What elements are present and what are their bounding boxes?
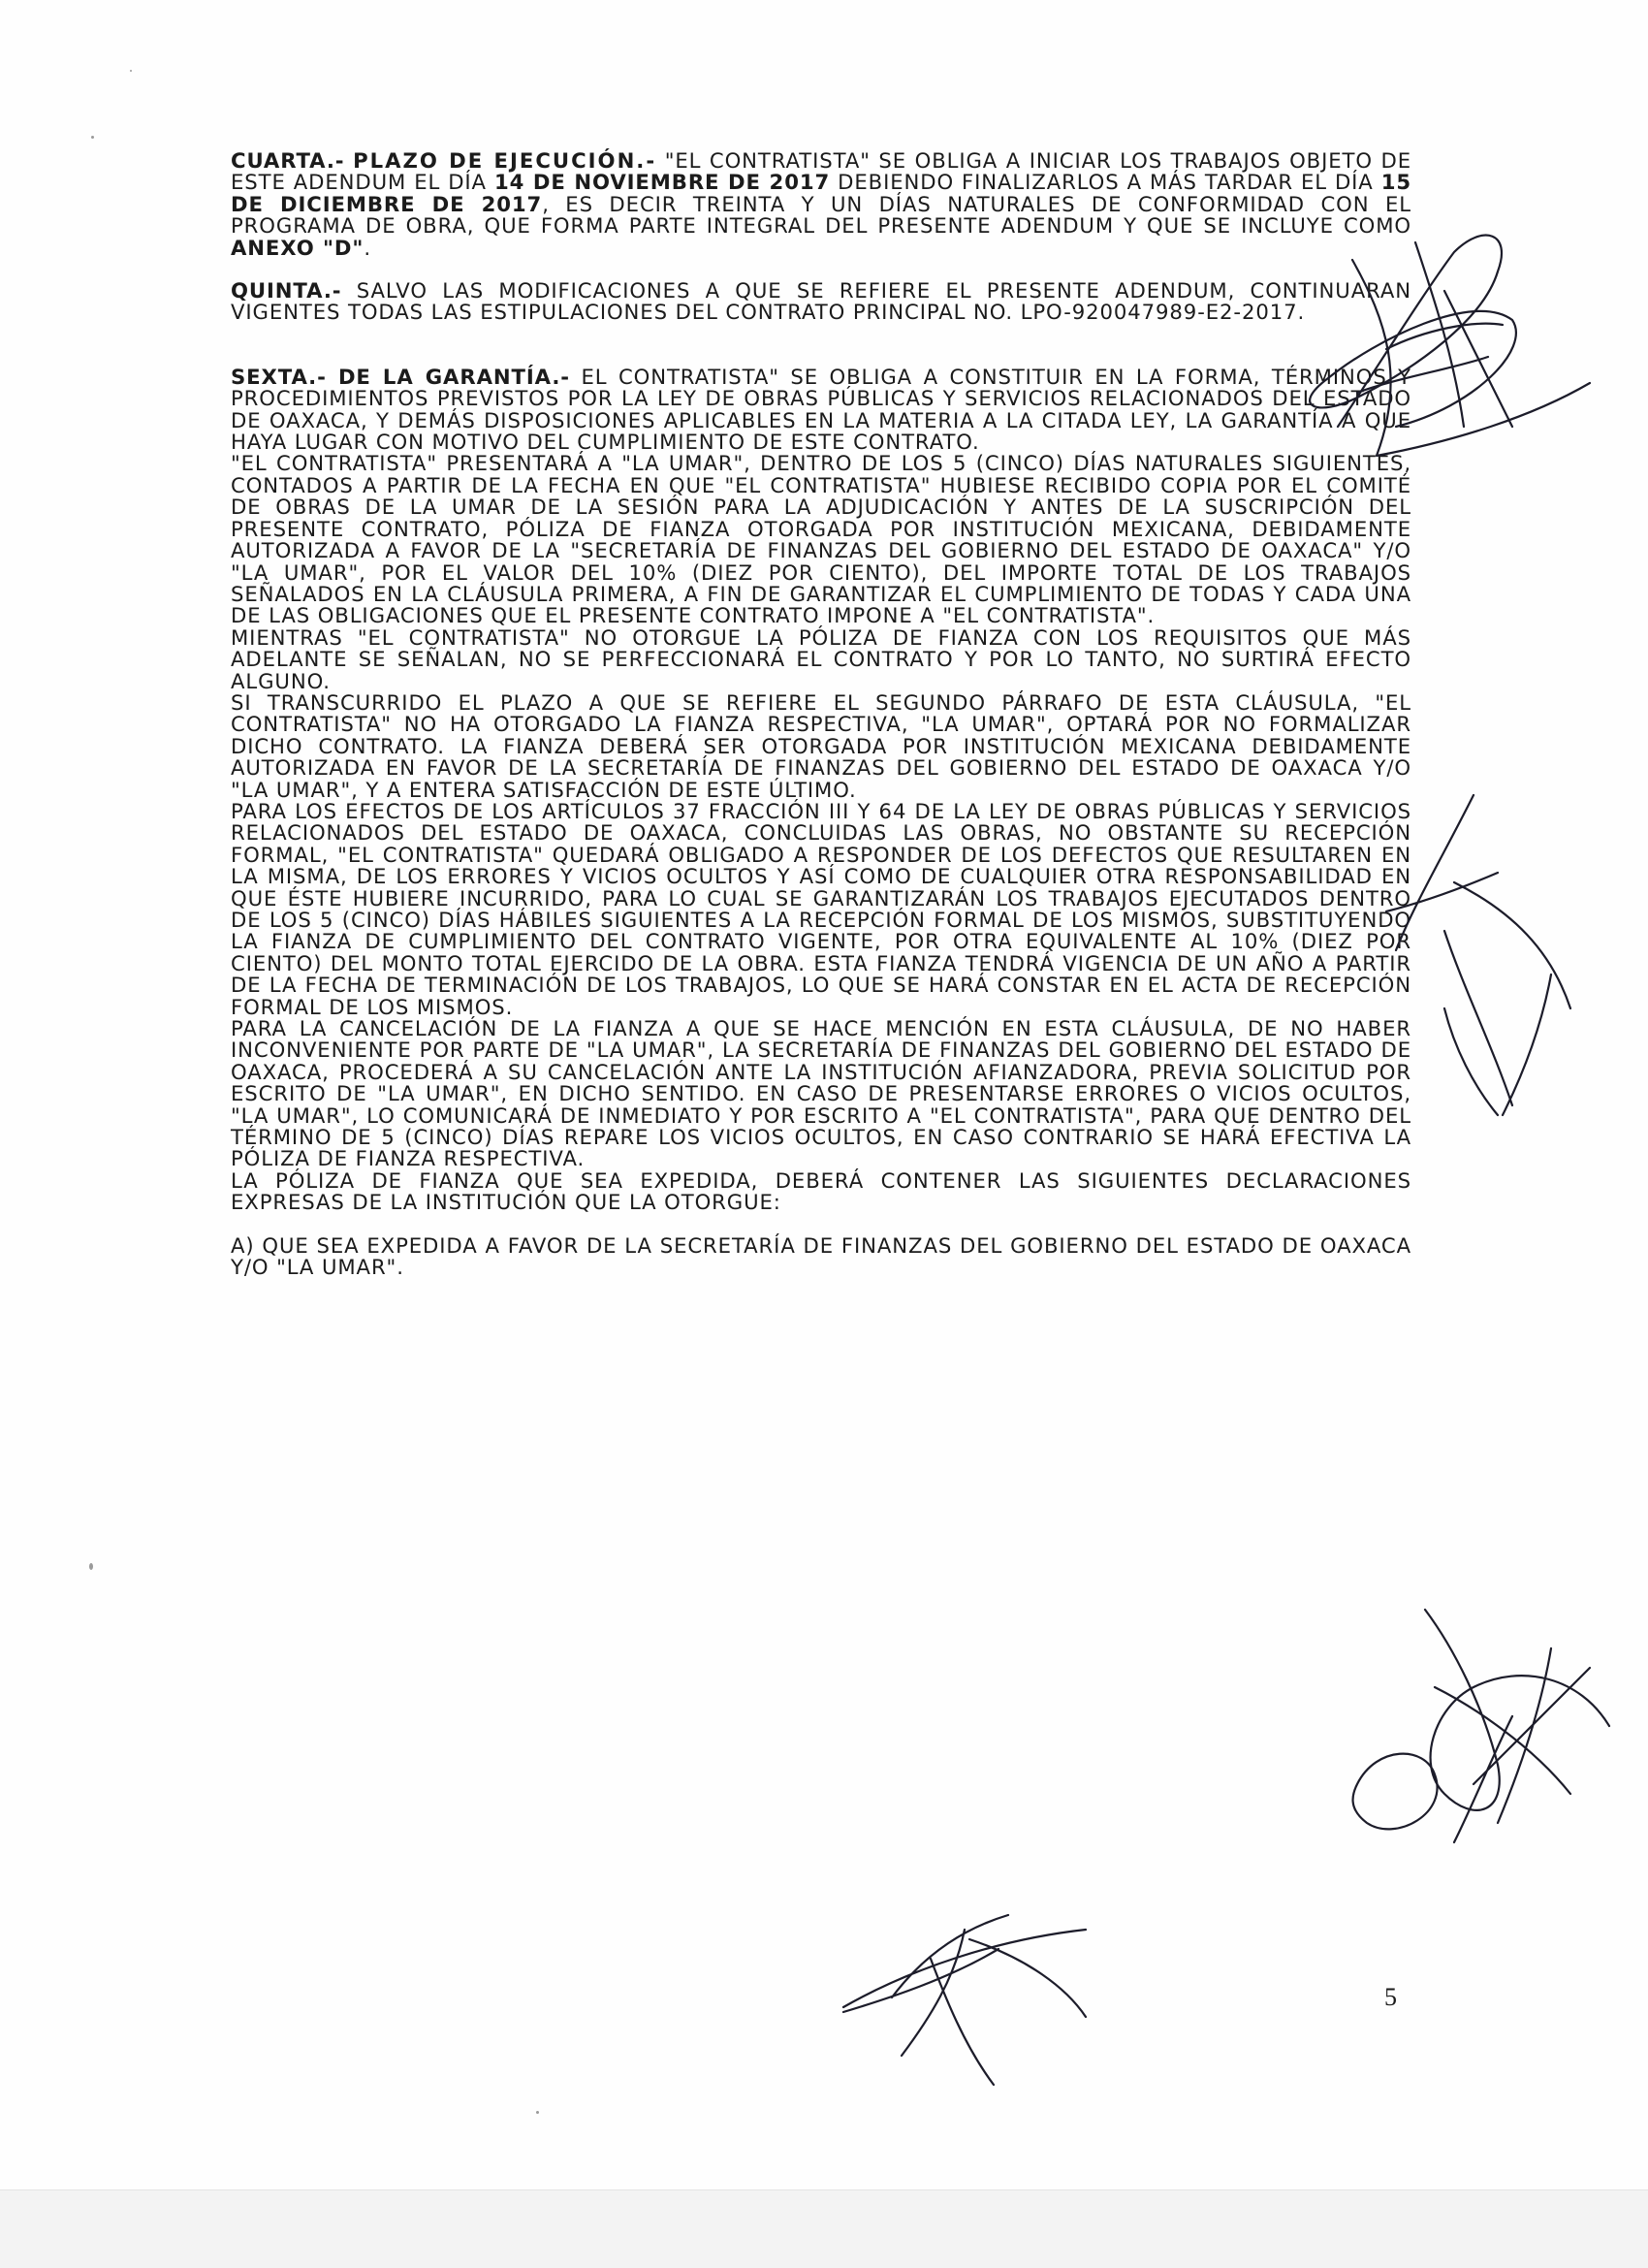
clause-cuarta-text-2: DEBIENDO FINALIZARLOS A MÁS TARDAR EL DÍA [830,170,1381,195]
clause-sexta-paragraph-6: PARA LA CANCELACIÓN DE LA FIANZA A QUE SE HACE MENCIÓN EN ESTA CLÁUSULA, DE NO HABER INCONVENIENTE POR PARTE DE "LA UMAR", LA SECRETARÍA DE FINANZAS DEL GOBIERNO DEL ESTADO DE OAXACA, PROCEDERÁ A SU CANCELACIÓN ANTE LA INSTITUCIÓN AFIANZADORA, PREVIA SOLICITUD POR ESCRITO DE "LA UMAR", EN DICHO SENTIDO. EN CASO DE PRESENTARSE ERRORES O VICIOS OCULTOS, "LA UMAR", LO COMUNICARÁ DE INMEDIATO Y POR ESCRITO A "EL CONTRATISTA", PARA QUE DENTRO DEL TÉRMINO DE 5 (CINCO) DÍAS REPARE LOS VICIOS OCULTOS, EN CASO CONTRARIO SE HARÁ EFECTIVA LA PÓLIZA DE FIANZA RESPECTIVA. [231,1016,1411,1171]
clause-cuarta-text-3: , ES DECIR TREINTA Y UN DÍAS NATURALES DE CONFORMIDAD CON EL PROGRAMA DE OBRA, QUE FORMA PARTE INTEGRAL DEL PRESENTE ADENDUM Y QUE SE INCLUYE COMO [231,191,1411,239]
clause-sexta-item-a: A) QUE SEA EXPEDIDA A FAVOR DE LA SECRETARÍA DE FINANZAS DEL GOBIERNO DEL ESTADO DE OAXACA Y/O "LA UMAR". [231,1232,1411,1280]
clause-quinta-heading: QUINTA.- [231,278,342,303]
clause-sexta-paragraph-7: LA PÓLIZA DE FIANZA QUE SEA EXPEDIDA, DEBERÁ CONTENER LAS SIGUIENTES DECLARACIONES EXPRESAS DE LA INSTITUCIÓN QUE LA OTORGUE: [231,1167,1411,1215]
clause-sexta-text-1: EL CONTRATISTA" SE OBLIGA A CONSTITUIR EN LA FORMA, TÉRMINOS Y PROCEDIMIENTOS PREVISTOS POR LA LEY DE OBRAS PÚBLICAS Y SERVICIOS RELACIONADOS DEL ESTADO DE OAXACA, Y DEMÁS DISPOSICIONES APLICABLES EN LA MATERIA A LA CITADA LEY, LA GARANTÍA A QUE HAYA LUGAR CON MOTIVO DEL CUMPLIMIENTO DE ESTE CONTRATO. [231,364,1411,455]
clause-sexta-paragraph-3: MIENTRAS "EL CONTRATISTA" NO OTORGUE LA PÓLIZA DE FIANZA CON LOS REQUISITOS QUE MÁS ADELANTE SE SEÑALAN, NO SE PERFECCIONARÁ EL CONTRATO Y POR LO TANTO, NO SURTIRÁ EFECTO ALGUNO. [231,624,1411,693]
scanner-bottom-border [0,2189,1648,2268]
scan-speck [130,70,132,72]
signature-lower [1425,1610,1609,1842]
start-date: 14 DE NOVIEMBRE DE 2017 [493,170,831,195]
clause-sexta-paragraph-4: SI TRANSCURRIDO EL PLAZO A QUE SE REFIERE EL SEGUNDO PÁRRAFO DE ESTA CLÁUSULA, "EL CONTRATISTA" NO HA OTORGADO LA FIANZA RESPECTIVA, "LA UMAR", OPTARÁ POR NO FORMALIZAR DICHO CONTRATO. LA FIANZA DEBERÁ SER OTORGADA POR INSTITUCIÓN MEXICANA DEBIDAMENTE AUTORIZADA EN FAVOR DE LA SECRETARÍA DE FINANZAS DEL GOBIERNO DEL ESTADO DE OAXACA Y/O "LA UMAR", Y A ENTERA SATISFACCIÓN DE ESTE ÚLTIMO. [231,689,1411,802]
clause-cuarta [231,150,1411,259]
end-date: 15 DE DICIEMBRE DE 2017 [231,170,1411,216]
page-number: 5 [1384,1983,1397,2011]
clause-cuarta-text-4: . [364,235,371,260]
clause-sexta-paragraph-2: "EL CONTRATISTA" PRESENTARÁ A "LA UMAR", DENTRO DE LOS 5 (CINCO) DÍAS NATURALES SIGUIENTES, CONTADOS A PARTIR DE LA FECHA EN QUE "EL CONTRATISTA" HUBIESE RECIBIDO COPIA POR EL COMITÉ DE OBRAS DE LA UMAR DE LA SESIÓN PARA LA ADJUDICACIÓN Y ANTES DE LA SUSCRIPCIÓN DEL PRESENTE CONTRATO, PÓLIZA DE FIANZA OTORGADA POR INSTITUCIÓN MEXICANA, DEBIDAMENTE AUTORIZADA A FAVOR DE LA "SECRETARÍA DE FINANZAS DEL GOBIERNO DEL ESTADO DE OAXACA" Y/O "LA UMAR", POR EL VALOR DEL 10% (DIEZ POR CIENTO), DEL IMPORTE TOTAL DE LOS TRABAJOS SEÑALADOS EN LA CLÁUSULA PRIMERA, A FIN DE GARANTIZAR EL CUMPLIMIENTO DE TODAS Y CADA UNA DE LAS OBLIGACIONES QUE EL PRESENTE CONTRATO IMPONE A "EL CONTRATISTA". [231,451,1411,628]
signature-bottom [843,1915,1086,2085]
clause-sexta-paragraph-5: PARA LOS EFECTOS DE LOS ARTÍCULOS 37 FRACCIÓN III Y 64 DE LA LEY DE OBRAS PÚBLICAS Y SERVICIOS RELACIONADOS DEL ESTADO DE OAXACA, CONCLUIDAS LAS OBRAS, NO OBSTANTE SU RECEPCIÓN FORMAL, "EL CONTRATISTA" QUEDARÁ OBLIGADO A RESPONDER DE LOS DEFECTOS QUE RESULTAREN EN LA MISMA, DE LOS ERRORES Y VICIOS OCULTOS Y ASÍ COMO DE CUALQUIER OTRA RESPONSABILIDAD EN QUE ÉSTE HUBIERE INCURRIDO, PARA LO CUAL SE GARANTIZARÁN LOS TRABAJOS EJECUTADOS DENTRO DE LOS 5 (CINCO) DÍAS HÁBILES SIGUIENTES A LA RECEPCIÓN FORMAL DE LOS MISMOS, SUBSTITUYENDO LA FIANZA DE CUMPLIMIENTO DEL CONTRATO VIGENTE, POR OTRA EQUIVALENTE AL 10% (DIEZ POR CIENTO) DEL MONTO TOTAL EJERCIDO DE LA OBRA. ESTA FIANZA TENDRÁ VIGENCIA DE UN AÑO A PARTIR DE LA FECHA DE TERMINACIÓN DE LOS TRABAJOS, LO QUE SE HARÁ CONSTAR EN EL ACTA DE RECEPCIÓN FORMAL DE LOS MISMOS. [231,798,1411,1019]
clause-sexta-heading: SEXTA.- DE LA GARANTÍA.- [231,364,570,389]
scan-speck [536,2111,539,2114]
clause-quinta-text: SALVO LAS MODIFICACIONES A QUE SE REFIERE EL PRESENTE ADENDUM, CONTINUARAN VIGENTES TODAS LAS ESTIPULACIONES DEL CONTRATO PRINCIPAL NO. LPO-920047989-E2-2017. [231,278,1411,325]
clause-cuarta-title: PLAZO DE EJECUCIÓN.- [353,148,657,173]
signature-middle [1386,795,1570,1115]
contract-text [231,150,1411,1279]
annex-reference: ANEXO "D" [231,235,364,260]
clause-quinta [231,280,1411,324]
clause-cuarta-heading: CUARTA.- [231,148,345,173]
scan-speck [91,136,94,139]
scan-speck [89,1563,93,1570]
clause-cuarta-text-1: "EL CONTRATISTA" SE OBLIGA A INICIAR LOS TRABAJOS OBJETO DE ESTE ADENDUM EL DÍA [231,148,1412,195]
clause-sexta-paragraph-1 [231,364,1411,455]
signature-lower-loop [1353,1754,1438,1830]
